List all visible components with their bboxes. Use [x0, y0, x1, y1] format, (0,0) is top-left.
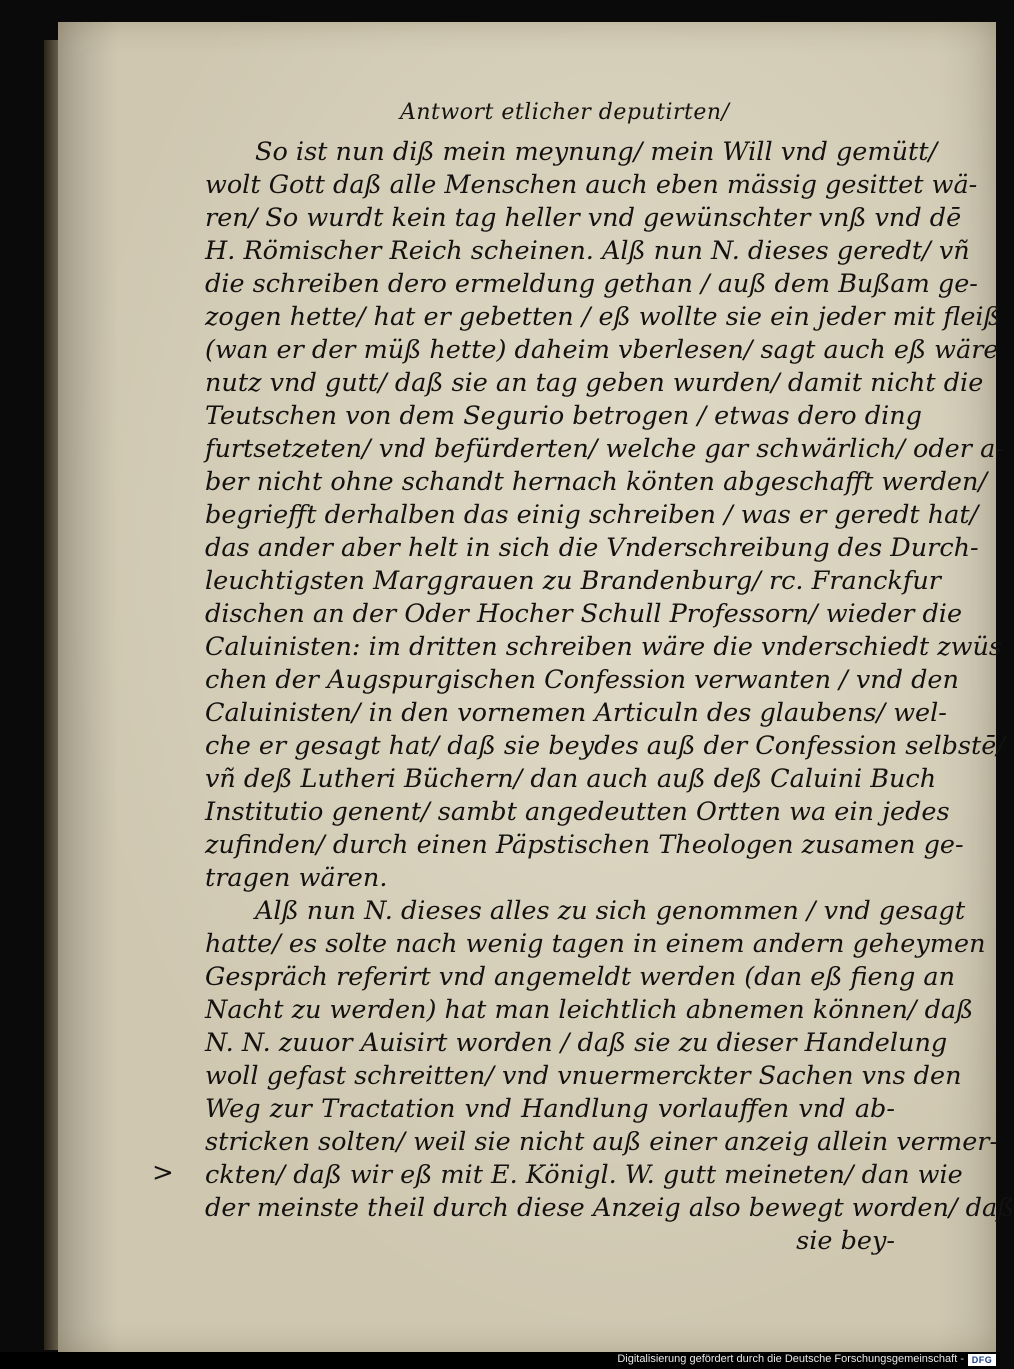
text-line: (wan er der müß hette) daheim vberlesen/ sagt auch eß wäre	[205, 335, 999, 365]
text-line: das ander aber helt in sich die Vnderschreibung des Durch-	[205, 533, 979, 563]
dfg-logo[interactable]: DFG	[968, 1354, 996, 1366]
text-line: Gespräch referirt vnd angemeldt werden (dan eß fieng an	[205, 962, 956, 992]
running-header: Antwort etlicher deputirten/	[400, 100, 730, 125]
text-line: ren/ So wurdt kein tag heller vnd gewünschter vnß vnd dē	[205, 203, 962, 233]
text-line: zogen hette/ hat er gebetten / eß wollte sie ein jeder mit fleiß	[205, 302, 1001, 332]
text-line: che er gesagt hat/ daß sie beydes auß der Confession selbstē/	[205, 731, 1005, 761]
text-line: Teutschen von dem Segurio betrogen / etwas dero ding	[205, 401, 922, 431]
body-text	[205, 136, 1014, 1258]
text-line: H. Römischer Reich scheinen. Alß nun N. dieses geredt/ vñ	[205, 236, 970, 266]
text-line: Nacht zu werden) hat man leichtlich abnemen können/ daß	[205, 995, 974, 1025]
text-line: Caluinisten: im dritten schreiben wäre die vnderschiedt zwüs	[205, 632, 1002, 662]
text-line: nutz vnd gutt/ daß sie an tag geben wurden/ damit nicht die	[205, 368, 984, 398]
margin-mark: >	[152, 1158, 174, 1188]
text-line: furtsetzeten/ vnd befürderten/ welche gar schwärlich/ oder a-	[205, 434, 1004, 464]
text-line: der meinste theil durch diese Anzeig also bewegt worden/ daß	[205, 1193, 1014, 1223]
text-line: leuchtigsten Marggrauen zu Brandenburg/ rc. Franckfur	[205, 566, 941, 596]
text-line: vñ deß Lutheri Büchern/ dan auch auß deß Caluini Buch	[205, 764, 937, 794]
text-line: die schreiben dero ermeldung gethan / auß dem Bußam ge-	[205, 269, 978, 299]
text-line: dischen an der Oder Hocher Schull Professorn/ wieder die	[205, 599, 963, 629]
text-line: woll gefast schreitten/ vnd vnuermerckter Sachen vns den	[205, 1061, 962, 1091]
text-line: N. N. zuuor Auisirt worden / daß sie zu dieser Handelung	[205, 1028, 948, 1058]
funding-credit: Digitalisierung gefördert durch die Deutsche Forschungsgemeinschaft -	[617, 1353, 964, 1365]
text-line: tragen wären.	[205, 863, 388, 893]
text-line: Alß nun N. dieses alles zu sich genommen / vnd gesagt	[255, 896, 966, 926]
text-line: begriefft derhalben das einig schreiben / was er geredt hat/	[205, 500, 979, 530]
text-line: Caluinisten/ in den vornemen Articuln des glaubens/ wel-	[205, 698, 947, 728]
text-line: ckten/ daß wir eß mit E. Königl. W. gutt meineten/ dan wie	[205, 1160, 963, 1190]
text-line: chen der Augspurgischen Confession verwanten / vnd den	[205, 665, 959, 695]
text-line: hatte/ es solte nach wenig tagen in einem andern geheymen	[205, 929, 986, 959]
text-line: stricken solten/ weil sie nicht auß einer anzeig allein vermer-	[205, 1127, 999, 1157]
catchword: sie bey-	[796, 1226, 895, 1256]
text-line: wolt Gott daß alle Menschen auch eben mässig gesittet wä-	[205, 170, 978, 200]
text-line: Weg zur Tractation vnd Handlung vorlauffen vnd ab-	[205, 1094, 895, 1124]
text-line: Institutio genent/ sambt angedeutten Ortten wa ein jedes	[205, 797, 950, 827]
text-line: So ist nun diß mein meynung/ mein Will vnd gemütt/	[255, 137, 938, 167]
text-line: zufinden/ durch einen Päpstischen Theologen zusamen ge-	[205, 830, 964, 860]
text-line: ber nicht ohne schandt hernach könten abgeschafft werden/	[205, 467, 987, 497]
